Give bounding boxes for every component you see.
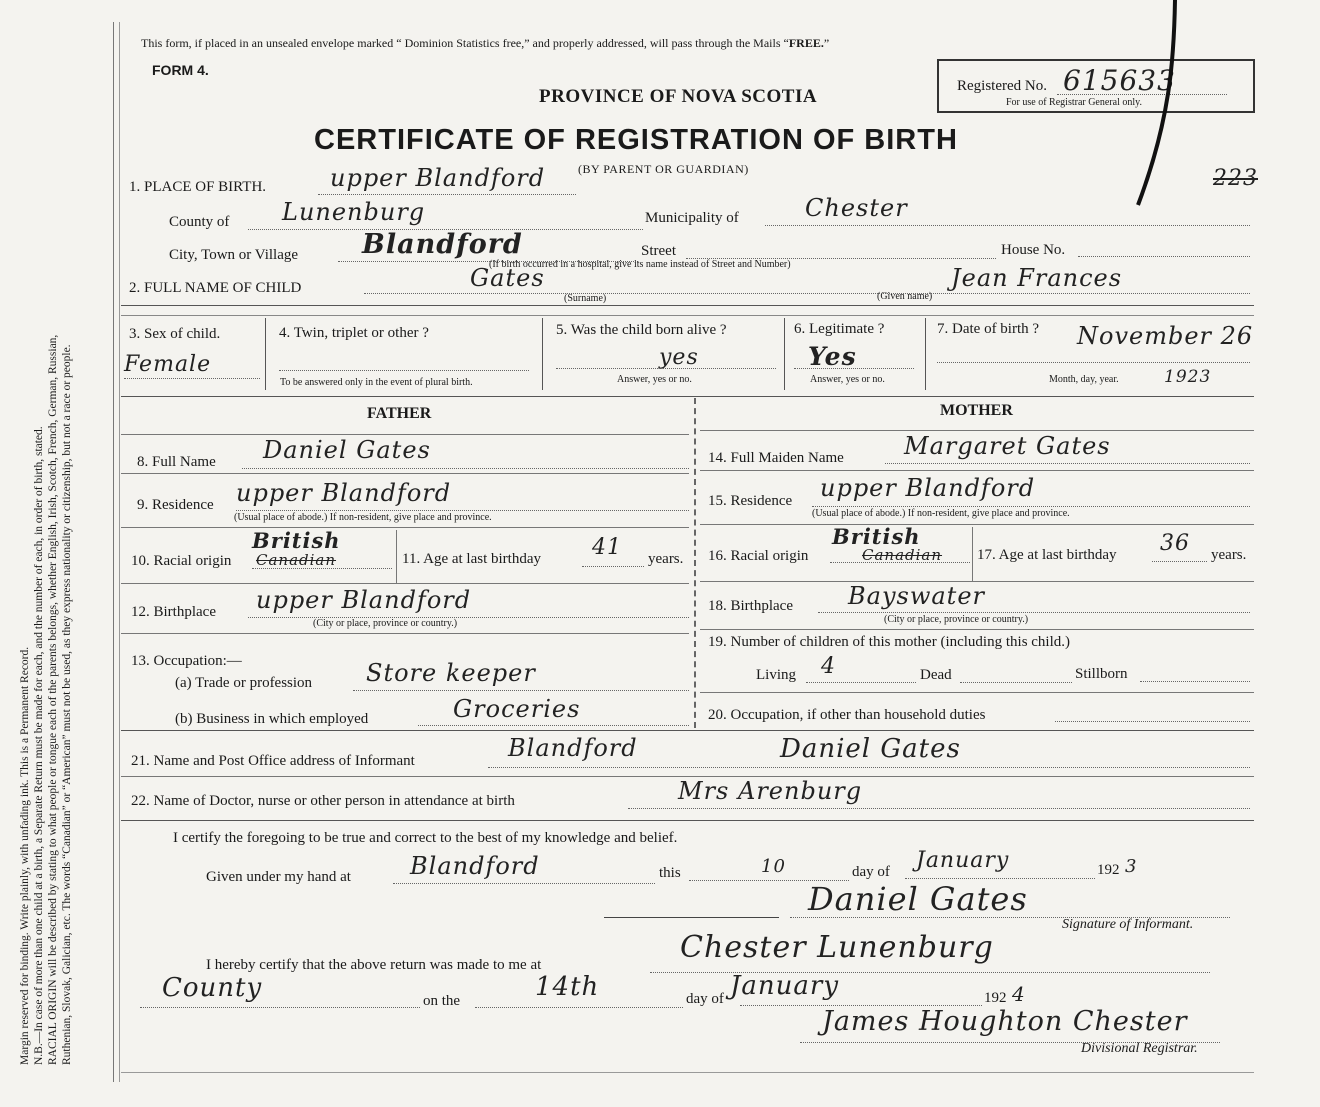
- stillborn-label: Stillborn: [1075, 666, 1128, 682]
- living-value: 4: [821, 654, 836, 679]
- mother-rule-5: [700, 629, 1254, 630]
- margin-line-2: N.B.—In case of more than one child at a birth, a Separate Return must be made for each, and the number of each, in order of birth, stated.: [33, 426, 45, 1065]
- divider-4: [925, 318, 926, 390]
- father-residence-note: (Usual place of abode.) If non-resident, give place and province.: [234, 512, 492, 523]
- father-trade-value: Store keeper: [366, 659, 536, 687]
- mother-name-label: 14. Full Maiden Name: [708, 450, 844, 466]
- father-racial-label: 10. Racial origin: [131, 553, 232, 569]
- father-birthplace-value: upper Blandford: [256, 586, 472, 614]
- signature-short-line: [604, 917, 779, 918]
- dob-line: [937, 362, 1250, 363]
- father-racial-value: British: [252, 528, 341, 553]
- hospital-note: (If birth occurred in a hospital, give its name instead of Street and Number): [489, 259, 791, 270]
- father-rule-4: [121, 583, 689, 584]
- sex-value: Female: [124, 352, 212, 377]
- mother-racial-value: British: [832, 524, 921, 549]
- this-label: this: [659, 865, 681, 881]
- mother-racial-label: 16. Racial origin: [708, 548, 809, 564]
- margin-line-1: Margin reserved for binding. Write plainly, with unfading ink. This is a Permanent Record.: [19, 646, 31, 1065]
- father-trade-line: [353, 690, 689, 691]
- mail-note: This form, if placed in an unsealed envelope marked “ Dominion Statistics free,” and properly addressed, will pass through the Mails “FREE.”: [141, 36, 830, 50]
- given-name-note: (Given name): [877, 291, 933, 302]
- father-occupation-label: 13. Occupation:—: [131, 653, 242, 669]
- registrar-signature: James Houghton Chester: [822, 1006, 1188, 1037]
- registrar-year-suffix: 4: [1012, 982, 1026, 1006]
- informant-name-value: Daniel Gates: [780, 734, 961, 764]
- house-line: [1078, 256, 1250, 257]
- father-residence-label: 9. Residence: [137, 497, 214, 513]
- county-value: Lunenburg: [282, 198, 426, 226]
- bottom-rule: [121, 1072, 1254, 1073]
- father-name-value: Daniel Gates: [263, 436, 431, 464]
- informant-label: 21. Name and Post Office address of Informant: [131, 753, 415, 769]
- child-name-line: [364, 293, 1250, 294]
- margin-line-3: RACIAL ORIGIN will be described by stating to what people or tongue each of the parents belongs, whether English, Irish, Scotch, French, German, Russian,: [47, 334, 59, 1065]
- father-age-line: [582, 566, 644, 567]
- by-parent-note: (BY PARENT OR GUARDIAN): [578, 162, 749, 176]
- margin-line-4: Ruthenian, Slovak, Galician, etc. The words “Canadian” or “American” must not be used, as they express nationality or citizenship, but not a race or people.: [61, 344, 73, 1065]
- mother-residence-line: [812, 506, 1250, 507]
- father-age-label: 11. Age at last birthday: [402, 551, 541, 567]
- row-top-rule-2: [121, 315, 1254, 316]
- mother-rule-1: [700, 430, 1254, 431]
- registrar-statement: I hereby certify that the above return was made to me at: [206, 957, 542, 973]
- child-given-value: Jean Frances: [951, 264, 1123, 292]
- city-value: Blandford: [362, 229, 523, 260]
- father-name-line: [242, 468, 689, 469]
- father-age-value: 41: [592, 535, 622, 560]
- registrar-day-of-label: day of: [686, 991, 724, 1007]
- parents-top-rule: [121, 396, 1254, 397]
- children-count-label: 19. Number of children of this mother (including this child.): [708, 634, 1071, 650]
- form-number: FORM 4.: [152, 62, 209, 78]
- child-name-label: 2. FULL NAME OF CHILD: [129, 280, 302, 296]
- dead-label: Dead: [920, 667, 952, 683]
- informant-signature: Daniel Gates: [808, 880, 1028, 918]
- legitimate-label: 6. Legitimate ?: [794, 321, 885, 337]
- mother-age-line: [1152, 561, 1207, 562]
- dob-year: 1923: [1164, 367, 1212, 387]
- attendant-label: 22. Name of Doctor, nurse or other person in attendance at birth: [131, 793, 515, 809]
- mother-racial-struck: Canadian: [862, 546, 943, 564]
- dob-note: Month, day, year.: [1049, 374, 1119, 385]
- mother-residence-value: upper Blandford: [820, 474, 1036, 502]
- legitimate-line: [794, 368, 914, 369]
- twin-line: [279, 370, 529, 371]
- registered-number: 615633: [1063, 64, 1176, 97]
- certify-day-of-label: day of: [852, 864, 890, 880]
- certify-year-prefix: 192: [1097, 862, 1120, 878]
- living-line: [806, 682, 916, 683]
- informant-line: [488, 767, 1250, 768]
- binding-line: [113, 22, 114, 1082]
- divider-3: [784, 318, 785, 390]
- dob-label: 7. Date of birth ?: [937, 321, 1040, 337]
- divisional-registrar-label: Divisional Registrar.: [1081, 1041, 1198, 1056]
- father-racial-line: [252, 568, 392, 569]
- registrar-place-value: Chester Lunenburg: [680, 930, 994, 965]
- father-racial-struck: Canadian: [256, 551, 337, 569]
- certify-year-suffix: 3: [1125, 856, 1138, 877]
- given-under-label: Given under my hand at: [206, 869, 351, 885]
- attendant-value: Mrs Arenburg: [678, 777, 863, 805]
- municipality-line: [765, 225, 1250, 226]
- registrar-year-prefix: 192: [984, 990, 1007, 1006]
- place-of-birth-value: upper Blandford: [330, 164, 546, 192]
- place-line: [318, 194, 576, 195]
- county-label: County of: [169, 214, 230, 230]
- house-label: House No.: [1001, 242, 1066, 258]
- alive-value: yes: [659, 345, 699, 370]
- legitimate-note: Answer, yes or no.: [810, 374, 885, 385]
- mother-residence-note: (Usual place of abode.) If non-resident, give place and province.: [812, 508, 1070, 519]
- alive-label: 5. Was the child born alive ?: [556, 322, 727, 338]
- mother-name-line: [885, 463, 1250, 464]
- father-birthplace-label: 12. Birthplace: [131, 604, 216, 620]
- sex-label: 3. Sex of child.: [129, 326, 221, 342]
- mother-birthplace-value: Bayswater: [848, 582, 985, 610]
- city-label: City, Town or Village: [169, 247, 299, 263]
- father-business-label: (b) Business in which employed: [175, 711, 369, 727]
- surname-note: (Surname): [564, 293, 607, 304]
- certify-day-value: 10: [761, 856, 786, 877]
- alive-line: [556, 368, 776, 369]
- registrar-place-value-2: County: [162, 973, 263, 1003]
- divider-2: [542, 318, 543, 390]
- father-rule-3: [121, 527, 689, 528]
- father-heading: FATHER: [367, 405, 432, 422]
- certify-month-value: January: [916, 848, 1010, 873]
- attendant-line: [628, 808, 1250, 809]
- municipality-label: Municipality of: [645, 210, 739, 226]
- given-place-line: [393, 883, 655, 884]
- street-label: Street: [641, 243, 676, 259]
- registrar-on-the-label: on the: [423, 993, 461, 1009]
- parents-divider: [694, 398, 696, 728]
- registrar-day-value: 14th: [535, 972, 600, 1002]
- father-rule-5: [121, 633, 689, 634]
- father-business-value: Groceries: [453, 695, 581, 723]
- mother-rule-6: [700, 692, 1254, 693]
- row-top-rule: [121, 305, 1254, 306]
- mother-rule-2: [700, 470, 1254, 471]
- mother-age-value: 36: [1160, 531, 1190, 556]
- father-residence-line: [236, 510, 689, 511]
- mother-age-unit: years.: [1211, 547, 1247, 563]
- registrar-place-line-2: [140, 1007, 420, 1008]
- certify-top-rule: [121, 820, 1254, 821]
- mother-birthplace-label: 18. Birthplace: [708, 598, 793, 614]
- twin-note: To be answered only in the event of plural birth.: [280, 377, 473, 388]
- divider-1: [265, 318, 266, 390]
- place-of-birth-label: 1. PLACE OF BIRTH.: [129, 179, 267, 195]
- certify-statement: I certify the foregoing to be true and correct to the best of my knowledge and belief.: [173, 830, 678, 846]
- certificate-title: CERTIFICATE OF REGISTRATION OF BIRTH: [314, 124, 958, 156]
- mother-residence-label: 15. Residence: [708, 493, 793, 509]
- registered-label: Registered No.: [957, 78, 1047, 94]
- mother-racial-line: [830, 562, 970, 563]
- living-label: Living: [756, 667, 796, 683]
- father-business-line: [418, 725, 689, 726]
- given-place-value: Blandford: [410, 852, 540, 880]
- mother-heading: MOTHER: [940, 402, 1013, 419]
- sex-line: [124, 378, 260, 379]
- informant-address-value: Blandford: [508, 734, 638, 762]
- stillborn-line: [1140, 681, 1250, 682]
- father-residence-value: upper Blandford: [236, 479, 452, 507]
- mother-name-value: Margaret Gates: [904, 432, 1111, 460]
- dead-line: [960, 682, 1072, 683]
- mother-occupation-line: [1055, 721, 1250, 722]
- corner-mark: 223: [1213, 166, 1258, 191]
- mother-racial-divider: [972, 527, 973, 581]
- father-racial-divider: [396, 530, 397, 583]
- binding-line-inner: [119, 22, 120, 1082]
- mother-occupation-label: 20. Occupation, if other than household duties: [708, 707, 986, 723]
- father-birthplace-note: (City or place, province or country.): [313, 618, 458, 629]
- legitimate-value: Yes: [808, 342, 857, 371]
- registrar-month-value: January: [730, 971, 840, 1001]
- mother-birthplace-line: [818, 612, 1250, 613]
- child-surname-value: Gates: [470, 264, 545, 292]
- certify-month-line: [905, 878, 1095, 879]
- registrar-use-note: For use of Registrar General only.: [1006, 97, 1142, 108]
- mother-rule-3: [700, 524, 1254, 525]
- informant-top-rule: [121, 730, 1254, 731]
- province-heading: PROVINCE OF NOVA SCOTIA: [539, 86, 818, 107]
- father-rule-2: [121, 473, 689, 474]
- father-name-label: 8. Full Name: [137, 454, 216, 470]
- margin-instructions: [18, 15, 74, 1065]
- father-rule-1: [121, 434, 689, 435]
- dob-value: November 26: [1077, 322, 1254, 350]
- mother-age-label: 17. Age at last birthday: [977, 547, 1117, 563]
- signature-informant-label: Signature of Informant.: [1062, 917, 1194, 932]
- mother-birthplace-note: (City or place, province or country.): [884, 614, 1029, 625]
- twin-label: 4. Twin, triplet or other ?: [279, 325, 429, 341]
- father-trade-label: (a) Trade or profession: [175, 675, 313, 691]
- father-age-unit: years.: [648, 551, 684, 567]
- registrar-day-line: [475, 1007, 683, 1008]
- municipality-value: Chester: [805, 194, 908, 222]
- alive-note: Answer, yes or no.: [617, 374, 692, 385]
- pen-stroke-mark: [1090, 0, 1190, 220]
